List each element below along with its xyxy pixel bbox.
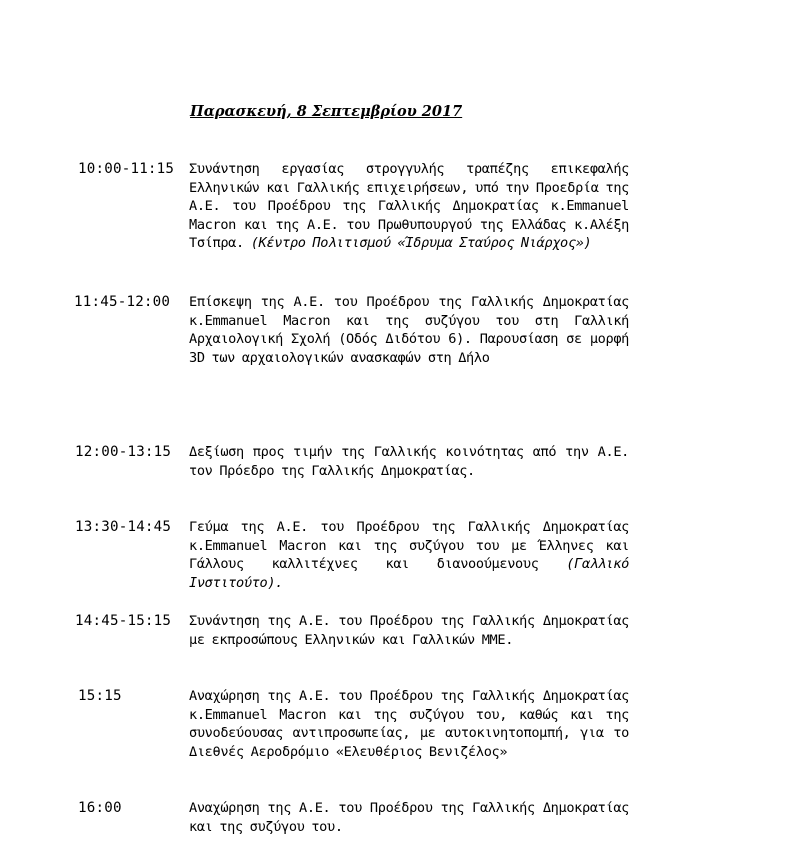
entry-time: 14:45-15:15	[75, 613, 172, 629]
entry-description	[189, 518, 629, 592]
entry-time: 16:00	[78, 800, 122, 816]
entry-description	[189, 443, 629, 480]
entry-text: Επίσκεψη της Α.Ε. του Προέδρου της Γαλλικής Δημοκρατίας κ.Emmanuel Macron και της συζύγου του στη Γαλλική Αρχαιολογική Σχολή (Οδός Διδότου 6). Παρουσίαση σε μορφή 3D των αρχαιολογικών ανασκαφών στη Δήλο	[189, 294, 629, 366]
entry-text: Συνάντηση της Α.Ε. του Προέδρου της Γαλλικής Δημοκρατίας με εκπροσώπους Ελληνικών και Γαλλικών ΜΜΕ.	[189, 613, 629, 648]
entry-description	[189, 293, 629, 367]
entry-time: 15:15	[78, 688, 122, 704]
entry-description	[189, 799, 629, 836]
entry-location-note: (Κέντρο Πολιτισμού «Ίδρυμα Σταύρος Νιάρχος»)	[250, 235, 592, 252]
entry-time: 13:30-14:45	[75, 519, 172, 535]
entry-time: 10:00-11:15	[78, 161, 175, 177]
entry-description	[189, 687, 629, 761]
entry-location-note: (Γαλλικό Ινστιτούτο).	[189, 556, 629, 591]
entry-text: Δεξίωση προς τιμήν της Γαλλικής κοινότητας από την Α.Ε. τον Πρόεδρο της Γαλλικής Δημοκρατίας.	[189, 444, 629, 479]
entry-text: Γεύμα της Α.Ε. του Προέδρου της Γαλλικής Δημοκρατίας κ.Emmanuel Macron και της συζύγου του με Έλληνες και Γάλλους καλλιτέχνες και διανοούμενους	[189, 519, 629, 573]
entry-description	[189, 160, 629, 253]
entry-time: 11:45-12:00	[74, 294, 171, 310]
entry-time: 12:00-13:15	[75, 444, 172, 460]
entry-text: Συνάντηση εργασίας στρογγυλής τραπέζης επικεφαλής Ελληνικών και Γαλλικής επιχειρήσεων, υπό την Προεδρία της Α.Ε. του Προέδρου της Γαλλικής Δημοκρατίας κ.Emmanuel Macron και της Α.Ε. του Πρωθυπουργού της Ελλάδας κ.Αλέξη Τσίπρα.	[189, 161, 629, 252]
entry-text: Αναχώρηση της Α.Ε. του Προέδρου της Γαλλικής Δημοκρατίας κ.Emmanuel Macron και της συζύγου του, καθώς και της συνοδεύουσας αντιπροσωπείας, με αυτοκινητοπομπή, για το Διεθνές Αεροδρόμιο «Ελευθέριος Βενιζέλος»	[189, 688, 629, 760]
entry-description	[189, 612, 629, 649]
entry-text: Αναχώρηση της Α.Ε. του Προέδρου της Γαλλικής Δημοκρατίας και της συζύγου του.	[189, 800, 629, 835]
schedule-date-heading: Παρασκευή, 8 Σεπτεμβρίου 2017	[190, 103, 463, 120]
